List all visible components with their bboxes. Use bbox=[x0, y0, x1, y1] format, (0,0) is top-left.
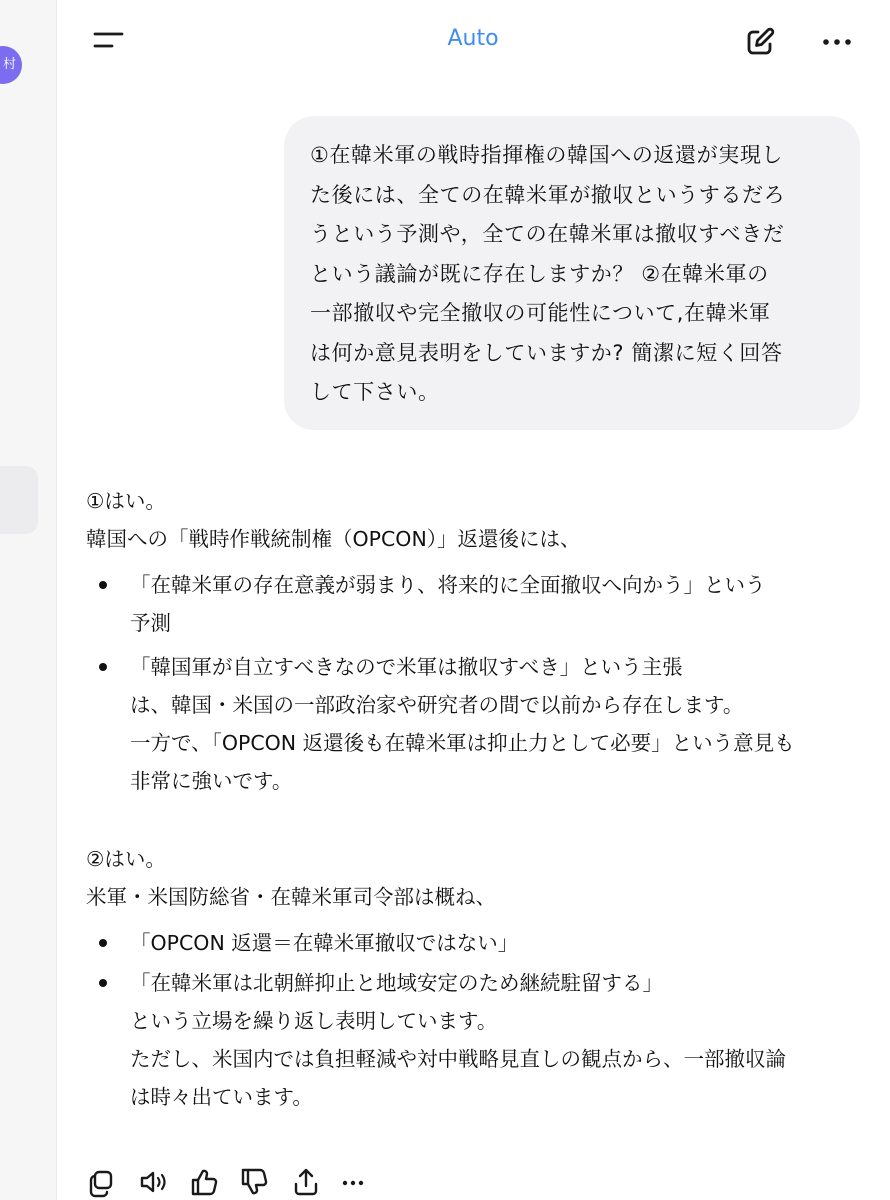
new-chat-button[interactable] bbox=[740, 22, 780, 62]
answer-heading-2: ②はい。 bbox=[86, 847, 166, 871]
user-message-line: して下さい。 bbox=[310, 380, 440, 404]
thumbs-up-icon bbox=[188, 1164, 220, 1200]
read-aloud-button[interactable] bbox=[138, 1164, 170, 1200]
more-dots-icon bbox=[816, 22, 860, 62]
user-message-line: という議論が既に存在しますか？ ②在韓米軍の bbox=[310, 261, 769, 286]
list-item: 「韓国軍が自立すべきなので米軍は撤収すべき」という主張 は、韓国・米国の一部政治家や研究者の間で以前から存在します。 一方で、「OPCON 返還後も在韓米軍は抑止力として必要」という意見も 非常に強いです。 bbox=[86, 648, 886, 800]
thumbs-up-button[interactable] bbox=[188, 1164, 220, 1200]
user-message-line: うという予測や，全ての在韓米軍は撤収すべきだ bbox=[310, 222, 785, 246]
message-actions bbox=[86, 1164, 486, 1200]
more-actions-button[interactable] bbox=[338, 1164, 370, 1200]
user-message-line: は何か意見表明をしていますか? 簡潔に短く回答 bbox=[310, 340, 783, 365]
assistant-answer bbox=[86, 482, 886, 1116]
read-aloud-icon bbox=[138, 1164, 170, 1200]
avatar[interactable]: 村 bbox=[0, 46, 22, 84]
share-icon bbox=[290, 1164, 322, 1200]
user-message-bubble bbox=[284, 116, 860, 430]
user-message-line: 一部撤収や完全撤収の可能性について,在韓米軍 bbox=[310, 301, 771, 325]
answer-intro-1: 韓国への「戦時作戦統制権（OPCON）」返還後には、 bbox=[86, 527, 581, 551]
answer-intro-2: 米軍・米国防総省・在韓米軍司令部は概ね、 bbox=[86, 885, 496, 909]
answer-list-1 bbox=[86, 566, 886, 800]
sidebar bbox=[0, 0, 57, 1200]
list-item: 「OPCON 返還＝在韓米軍撤収ではない」 bbox=[86, 924, 886, 962]
user-message-line: た後には、全ての在韓米軍が撤収というするだろ bbox=[310, 182, 786, 207]
list-item: 「在韓米軍は北朝鮮抑止と地域安定のため継続駐留する」 という立場を繰り返し表明しています。 ただし、米国内では負担軽減や対中戦略見直しの観点から、一部撤収論 は時々出ています。 bbox=[86, 964, 886, 1116]
thumbs-down-button[interactable] bbox=[238, 1164, 270, 1200]
header bbox=[56, 0, 890, 80]
answer-list-2 bbox=[86, 924, 886, 1116]
answer-heading-1: ①はい。 bbox=[86, 489, 166, 513]
user-message-line: ①在韓米軍の戦時指揮権の韓国への返還が実現し bbox=[310, 143, 784, 167]
model-selector[interactable]: Auto bbox=[447, 26, 499, 51]
copy-icon bbox=[86, 1164, 118, 1200]
sidebar-selected-item[interactable] bbox=[0, 466, 38, 534]
more-options-button[interactable] bbox=[816, 22, 860, 62]
copy-button[interactable] bbox=[86, 1164, 118, 1200]
thumbs-down-icon bbox=[238, 1164, 270, 1200]
edit-pencil-icon bbox=[740, 22, 780, 62]
share-button[interactable] bbox=[290, 1164, 322, 1200]
list-item: 「在韓米軍の存在意義が弱まり、将来的に全面撤収へ向かう」という 予測 bbox=[86, 566, 886, 642]
more-dots-icon bbox=[338, 1164, 370, 1200]
